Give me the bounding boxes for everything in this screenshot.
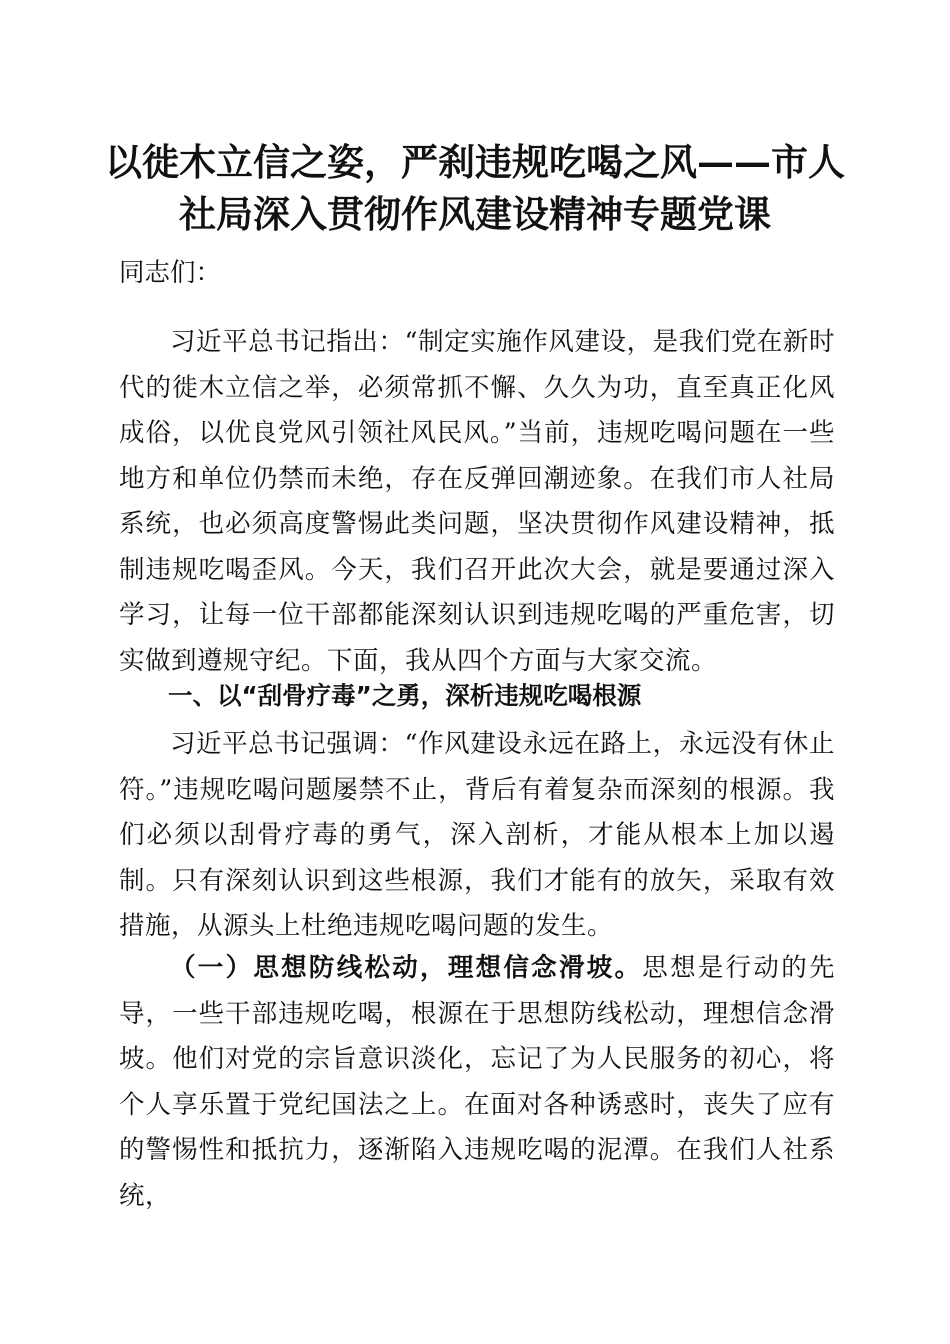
intro-paragraph: 习近平总书记指出：“制定实施作风建设，是我们党在新时代的徙木立信之举，必须常抓不懈、久久为功，直至真正化风成俗，以优良党风引领社风民风。”当前，违规吃喝问题在一些地方和单位仍禁而未绝，存在反弹回潮迹象。在我们市人社局系统，也必须高度警惕此类问题，坚决贯彻作风建设精神，抵制违规吃喝歪风。今天，我们召开此次大会，就是要通过深入学习，让每一位干部都能深刻认识到违规吃喝的严重危害，切实做到遵规守纪。下面，我从四个方面与大家交流。 xyxy=(119,327,835,676)
title-line-2: 社局深入贯彻作风建设精神专题党课 xyxy=(179,192,771,236)
subsection-heading-1: （一）思想防线松动，理想信念滑坡。 xyxy=(170,953,643,983)
document-title xyxy=(100,136,850,240)
greeting: 同志们： xyxy=(119,258,222,288)
section-heading-1: 一、以“刮骨疗毒”之勇，深析违规吃喝根源 xyxy=(168,681,642,710)
subsection1-body: 思想是行动的先导，一些干部违规吃喝，根源在于思想防线松动，理想信念滑坡。他们对党的宗旨意识淡化，忘记了为人民服务的初心，将个人享乐置于党纪国法之上。在面对各种诱惑时，丧失了应有的警惕性和抵抗力，逐渐陷入违规吃喝的泥潭。在我们人社系统， xyxy=(119,953,835,1211)
section1-paragraph: 习近平总书记强调：“作风建设永远在路上，永远没有休止符。”违规吃喝问题屡禁不止，背后有着复杂而深刻的根源。我们必须以刮骨疗毒的勇气，深入剖析，才能从根本上加以遏制。只有深刻认识到这些根源，我们才能有的放矢，采取有效措施，从源头上杜绝违规吃喝问题的发生。 xyxy=(119,729,835,941)
title-line-1: 以徙木立信之姿，严刹违规吃喝之风——市人 xyxy=(105,140,845,184)
subsection1-paragraph xyxy=(119,946,835,1219)
